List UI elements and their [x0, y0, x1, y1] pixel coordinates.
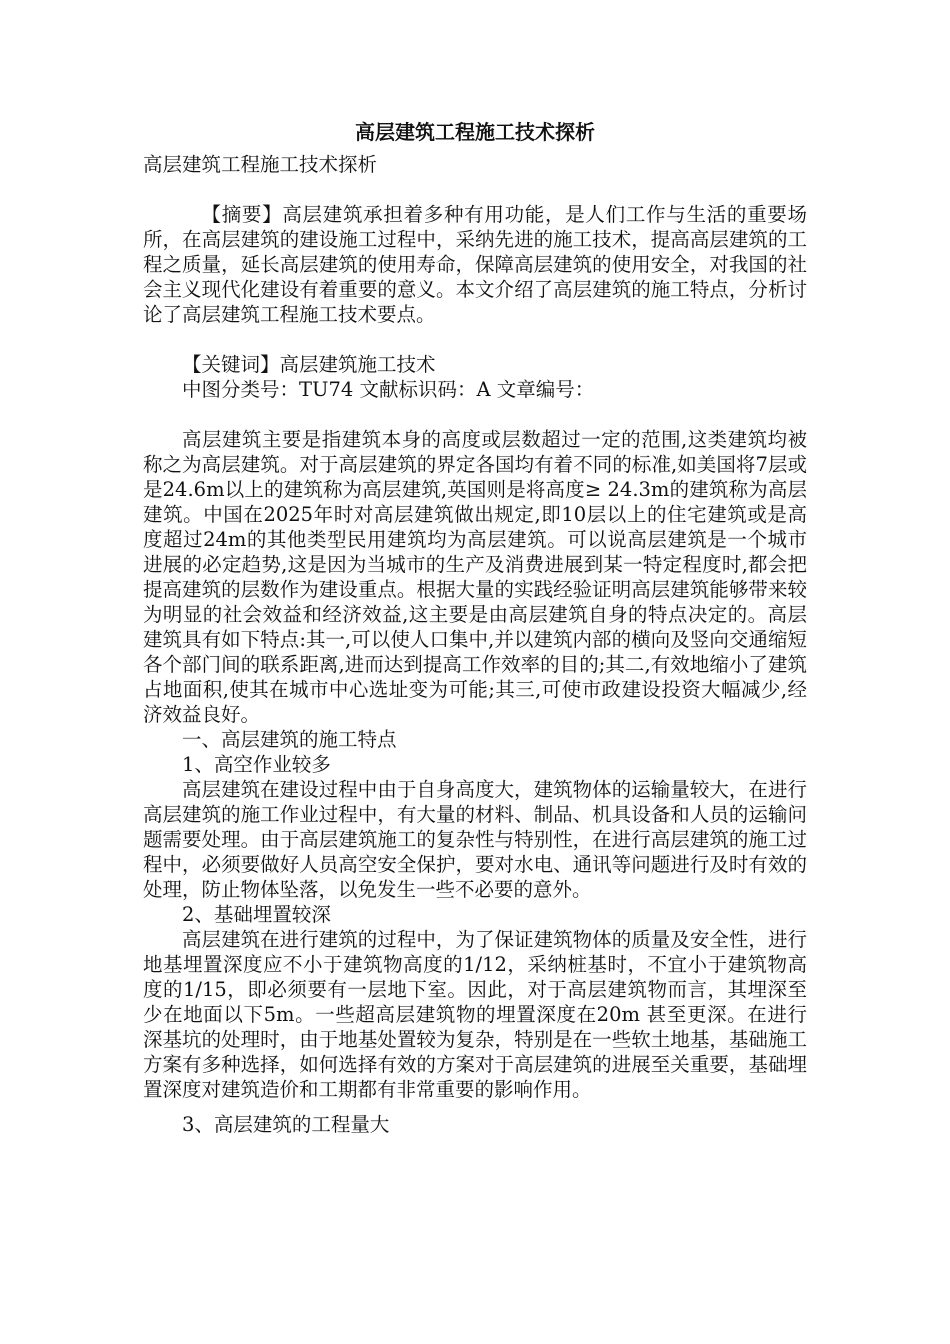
subsection-paragraph-2: 高层建筑在进行建筑的过程中，为了保证建筑物体的质量及安全性，进行地基埋置深度应不小于建筑物高度的1/12，采纳桩基时，不宜小于建筑物高度的1/15，即必须要有一层地下室。因此，对于高层建筑物而言，其埋深至少在地面以下5m。一些超高层建筑物的埋置深度在20m 甚至更深。在进行深基坑的处理时，由于地基处置较为复杂，特别是在一些软土地基，基础施工方案有多种选择，如何选择有效的方案对于高层建筑的进展至关重要，基础埋置深度对建筑造价和工期都有非常重要的影响作用。 — [143, 928, 807, 1101]
subsection-paragraph-1: 高层建筑在建设过程中由于自身高度大，建筑物体的运输量较大，在进行高层建筑的施工作业过程中，有大量的材料、制品、机具设备和人员的运输问题需要处理。由于高层建筑施工的复杂性与特别性，在进行高层建筑的施工过程中，必须要做好人员高空安全保护，要对水电、通讯等问题进行及时有效的处理，防止物体坠落，以免发生一些不必要的意外。 — [143, 778, 807, 901]
abstract-paragraph: 【摘要】高层建筑承担着多种有用功能，是人们工作与生活的重要场所，在高层建筑的建设施工过程中，采纳先进的施工技术，提高高层建筑的工程之质量，延长高层建筑的使用寿命，保障高层建筑的使用安全，对我国的社会主义现代化建设有着重要的意义。本文介绍了高层建筑的施工特点，分析讨论了高层建筑工程施工技术要点。 — [143, 203, 807, 326]
spacer — [143, 402, 807, 427]
keywords-line: 【关键词】高层建筑施工技术 — [182, 353, 436, 376]
section-heading: 一、高层建筑的施工特点 — [182, 728, 397, 751]
spacer — [143, 177, 807, 202]
document-title: 高层建筑工程施工技术探析 — [355, 120, 595, 144]
spacer — [143, 1102, 807, 1112]
document-page — [143, 118, 807, 1137]
classification-line: 中图分类号：TU74 文献标识码：A 文章编号： — [182, 378, 595, 401]
intro-paragraph: 高层建筑主要是指建筑本身的高度或层数超过一定的范围,这类建筑均被称之为高层建筑。对于高层建筑的界定各国均有着不同的标准,如美国将7层或是24.6m以上的建筑称为高层建筑,英国则是将高度≥ 24.3m的建筑称为高层建筑。中国在2025年时对高层建筑做出规定,即10层以上的住宅建筑或是高度超过24m的其他类型民用建筑均为高层建筑。可以说高层建筑是一个城市进展的必定趋势,这是因为当城市的生产及消费进展到某一特定程度时,都会把提高建筑的层数作为建设重点。根据大量的实践经验证明高层建筑能够带来较为明显的社会效益和经济效益,这主要是由高层建筑自身的特点决定的。高层建筑具有如下特点:其一,可以使人口集中,并以建筑内部的横向及竖向交通缩短各个部门间的联系距离,进而达到提高工作效率的目的;其二,有效地缩小了建筑占地面积,使其在城市中心选址变为可能;其三,可使市政建设投资大幅减少,经济效益良好。 — [143, 428, 807, 726]
document-subtitle: 高层建筑工程施工技术探析 — [143, 153, 378, 176]
subsection-heading-1: 1、高空作业较多 — [182, 753, 331, 776]
subsection-heading-3: 3、高层建筑的工程量大 — [182, 1113, 390, 1136]
subsection-heading-2: 2、基础埋置较深 — [182, 903, 331, 926]
spacer — [143, 327, 807, 352]
